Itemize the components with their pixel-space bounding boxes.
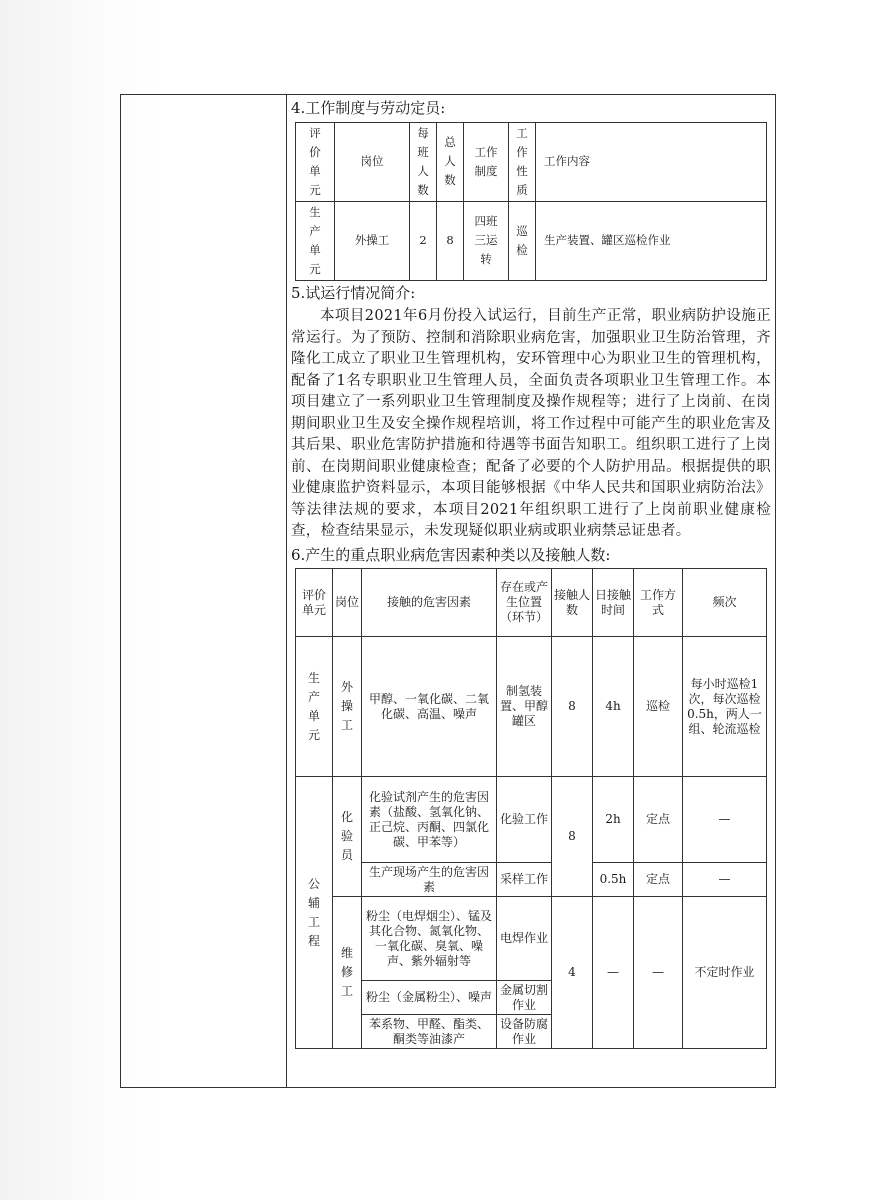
hazard-header-frequency: 频次 (683, 569, 767, 637)
hazard-cell-location-lab: 化验工作 (497, 777, 552, 863)
hazard-cell-unit-production: 生产单元 (307, 670, 320, 742)
hazard-cell-count-maintenance: 4 (552, 897, 593, 1049)
staffing-table (295, 122, 767, 281)
hazard-cell-location-cutting: 金属切割作业 (497, 981, 552, 1015)
hazard-cell-unit-auxiliary: 公辅工程 (307, 876, 320, 948)
hazard-cell-location-welding: 电焊作业 (497, 897, 552, 981)
staffing-cell-unit: 生产单元 (309, 204, 321, 276)
hazard-header-unit: 评价单元 (296, 569, 333, 637)
staffing-header-unit: 评价单元 (309, 125, 321, 197)
hazard-table (295, 568, 767, 1049)
staffing-header-content: 工作内容 (536, 122, 767, 201)
hazard-header-count: 接触人数 (552, 569, 593, 637)
hazard-header-location: 存在或产生位置（环节） (497, 569, 552, 637)
hazard-cell-factors-welding: 粉尘（电焊烟尘）、锰及其化合物、氮氧化物、一氧化碳、臭氧、噪声、紫外辐射等 (362, 897, 497, 981)
staffing-header-post: 岗位 (335, 122, 410, 201)
section4-heading: 4.工作制度与劳动定员: (291, 99, 446, 117)
section5-heading: 5.试运行情况简介: (291, 283, 416, 302)
hazard-cell-frequency-operator: 每小时巡检1次，每次巡检0.5h，两人一组、轮流巡检 (683, 637, 767, 777)
hazard-cell-frequency-lab: — (683, 777, 767, 863)
hazard-cell-factors-lab: 化验试剂产生的危害因素（盐酸、氢氧化钠、正己烷、丙酮、四氯化碳、甲苯等） (362, 777, 497, 863)
hazard-header-post: 岗位 (333, 569, 362, 637)
hazard-cell-location-painting: 设备防腐作业 (497, 1015, 552, 1049)
hazard-cell-post-lab: 化验员 (340, 810, 353, 862)
hazard-cell-post-maintenance: 维修工 (340, 946, 353, 998)
hazard-cell-factors-operator: 甲醇、一氧化碳、二氧化碳、高温、噪声 (362, 637, 497, 777)
staffing-header-total: 总人数 (444, 135, 456, 187)
hazard-cell-factors-sampling: 生产现场产生的危害因素 (362, 863, 497, 897)
hazard-cell-frequency-maintenance: 不定时作业 (683, 897, 767, 1049)
hazard-cell-count-operator: 8 (552, 637, 593, 777)
staffing-header-per-shift: 每班人数 (417, 125, 429, 197)
hazard-cell-frequency-sampling: — (683, 863, 767, 897)
hazard-cell-mode-maintenance: — (634, 897, 683, 1049)
hazard-cell-mode-sampling: 定点 (634, 863, 683, 897)
hazard-cell-time-lab: 2h (593, 777, 634, 863)
staffing-cell-per-shift: 2 (410, 201, 437, 280)
hazard-cell-count-lab: 8 (552, 777, 593, 897)
staffing-header-system: 工作制度 (474, 144, 498, 178)
hazard-cell-location-operator: 制氢装置、甲醇罐区 (497, 637, 552, 777)
staffing-cell-content: 生产装置、罐区巡检作业 (536, 201, 767, 280)
section5-paragraph: 本项目2021年6月份投入试运行，目前生产正常，职业病防护设施正常运行。为了预防、控制和消除职业病危害，加强职业卫生防治管理，齐隆化工成立了职业卫生管理机构，安环管理中心为职业卫生的管理机构，配备了1名专职职业卫生管理人员，全面负责各项职业卫生管理工作。本项目建立了一系列职业卫生管理制度及操作规程等；进行了上岗前、在岗期间职业卫生及安全操作规程培训，将工作过程中可能产生的职业危害及其后果、职业危害防护措施和待遇等书面告知职工。组织职工进行了上岗前、在岗期间职业健康检查；配备了必要的个人防护用品。根据提供的职业健康监护资料显示，本项目能够根据《中华人民共和国职业病防治法》等法律法规的要求，本项目2021年组织职工进行了上岗前职业健康检查，检查结果显示，未发现疑似职业病或职业病禁忌证患者。 (291, 308, 771, 539)
form-column-divider (286, 95, 287, 1087)
staffing-cell-total: 8 (437, 201, 464, 280)
hazard-cell-time-operator: 4h (593, 637, 634, 777)
form-content (289, 96, 773, 1049)
hazard-header-time: 日接触时间 (593, 569, 634, 637)
hazard-header-mode: 工作方式 (634, 569, 683, 637)
staffing-cell-nature: 巡检 (516, 223, 528, 257)
hazard-cell-time-maintenance: — (593, 897, 634, 1049)
hazard-cell-location-sampling: 采样工作 (497, 863, 552, 897)
hazard-cell-time-sampling: 0.5h (593, 863, 634, 897)
hazard-cell-mode-lab: 定点 (634, 777, 683, 863)
hazard-cell-post-operator: 外操工 (340, 680, 353, 732)
staffing-cell-system: 四班三运转 (474, 214, 498, 266)
hazard-header-factors: 接触的危害因素 (362, 569, 497, 637)
hazard-cell-factors-painting: 苯系物、甲醛、酯类、酮类等油漆产 (362, 1015, 497, 1049)
staffing-header-nature: 工作性质 (516, 125, 528, 197)
section6-heading: 6.产生的重点职业病危害因素种类以及接触人数: (291, 545, 611, 564)
hazard-cell-mode-operator: 巡检 (634, 637, 683, 777)
hazard-cell-factors-cutting: 粉尘（金属粉尘）、噪声 (362, 981, 497, 1015)
staffing-cell-post: 外操工 (335, 201, 410, 280)
